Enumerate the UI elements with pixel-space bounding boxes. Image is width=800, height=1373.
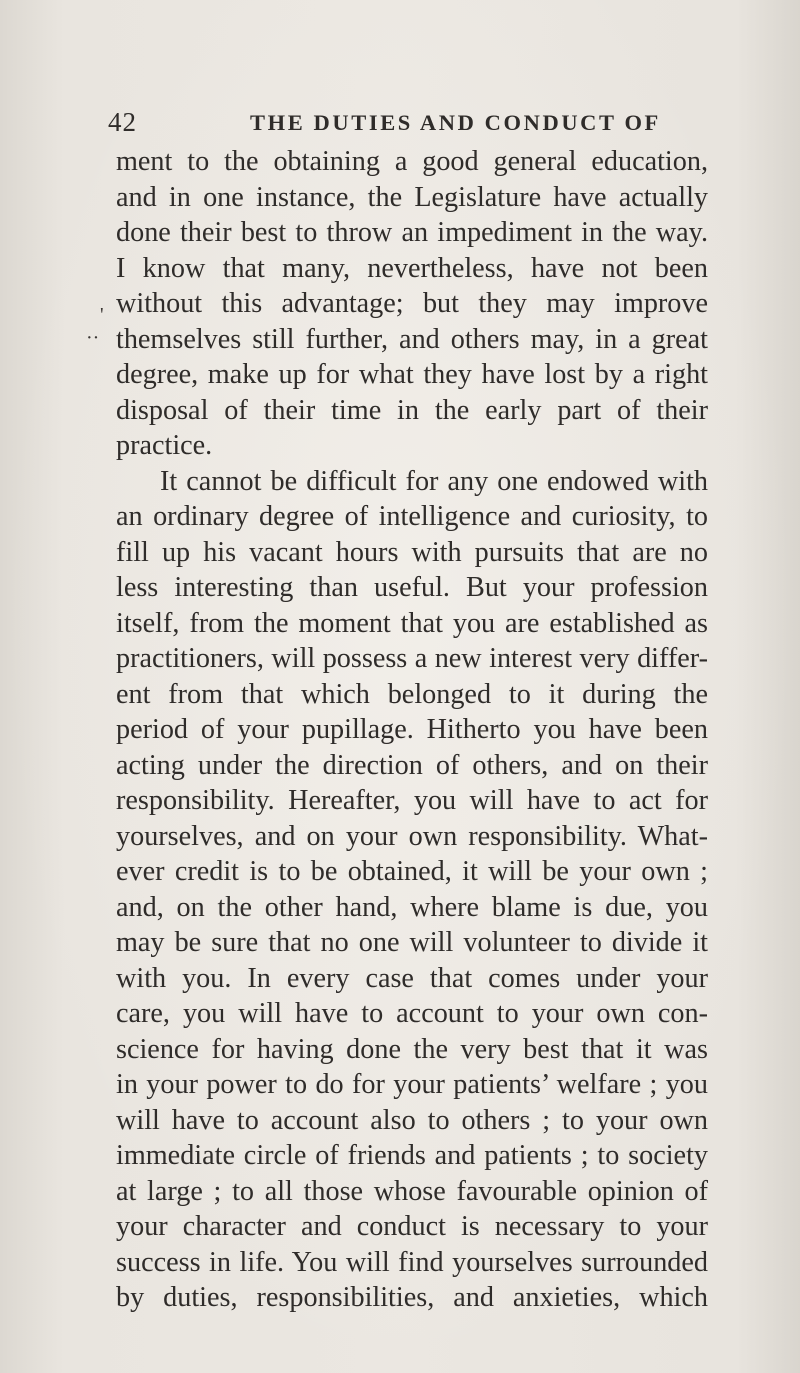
text-line: practitioners, will possess a new interest very differ- <box>116 643 708 674</box>
text-line: ever credit is to be obtained, it will be your own ; <box>116 856 708 887</box>
text-line: disposal of their time in the early part of their <box>116 394 708 426</box>
text-line: and in one instance, the Legislature have actually <box>116 181 708 213</box>
text-line: I know that many, nevertheless, have not been <box>116 252 708 284</box>
text-line: without this advantage; but they may improve <box>116 288 708 319</box>
text-line: at large ; to all those whose favourable opinion of <box>116 1175 708 1207</box>
text-line: in your power to do for your patients’ welfare ; you <box>116 1069 708 1100</box>
text-line: an ordinary degree of intelligence and curiosity, to <box>116 501 708 532</box>
text-line: and, on the other hand, where blame is due, you <box>116 891 708 923</box>
text-line: themselves still further, and others may, in a great <box>116 323 708 355</box>
text-line: may be sure that no one will volunteer to divide it <box>116 927 708 958</box>
paragraph-start-line: It cannot be difficult for any one endowed with <box>160 465 708 497</box>
text-line: fill up his vacant hours with pursuits that are no <box>116 536 708 568</box>
text-line: itself, from the moment that you are established as <box>116 607 708 639</box>
text-line: responsibility. Hereafter, you will have to act for <box>116 785 708 816</box>
text-line: success in life. You will find yourselves surrounded <box>116 1246 708 1278</box>
text-line: less interesting than useful. But your profession <box>116 572 708 603</box>
text-line: science for having done the very best that it was <box>116 1033 708 1065</box>
text-line: with you. In every case that comes under your <box>116 962 708 994</box>
text-line: degree, make up for what they have lost by a right <box>116 359 708 390</box>
text-line: care, you will have to account to your own con- <box>116 998 708 1029</box>
text-line: done their best to throw an impediment in the way. <box>116 217 708 248</box>
text-line: acting under the direction of others, and on their <box>116 749 708 781</box>
running-head: THE DUTIES AND CONDUCT OF <box>250 110 661 135</box>
text-line: immediate circle of friends and patients ; to society <box>116 1140 708 1171</box>
text-line: ment to the obtaining a good general education, <box>116 146 708 177</box>
text-line: will have to account also to others ; to your own <box>116 1104 708 1136</box>
text-line: period of your pupillage. Hitherto you have been <box>116 714 708 745</box>
text-line: ent from that which belonged to it during the <box>116 678 708 710</box>
text-line: your character and conduct is necessary to your <box>116 1211 708 1242</box>
text-line: yourselves, and on your own responsibility. What- <box>116 820 708 852</box>
margin-mark: ' <box>100 304 104 326</box>
text-line: by duties, responsibilities, and anxieties, which <box>116 1282 708 1313</box>
body-text <box>116 144 708 1316</box>
page-number: 42 <box>108 107 137 137</box>
page-header <box>108 106 710 138</box>
paragraph-end-line: practice. <box>116 430 213 461</box>
margin-mark: ·· <box>86 327 100 349</box>
